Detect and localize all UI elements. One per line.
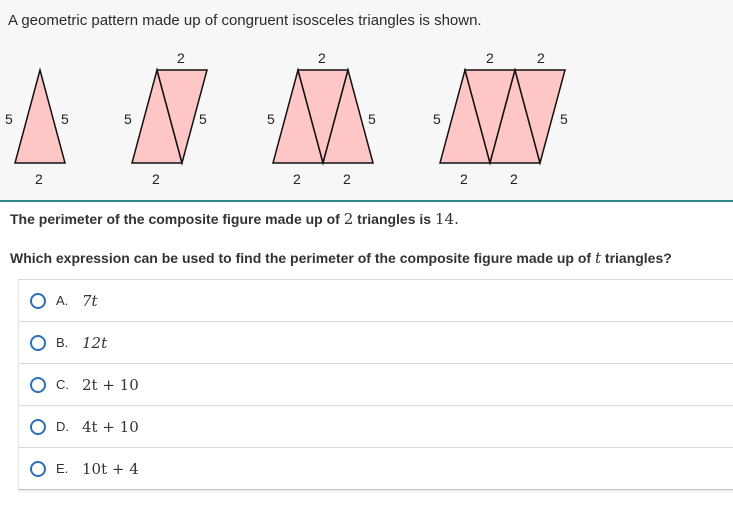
perimeter-value: 14 (434, 210, 455, 228)
prompt-suffix: triangles? (601, 250, 672, 266)
choice-expression: 12t (82, 333, 108, 352)
side-label-right: 5 (199, 111, 207, 127)
choice-letter: D. (56, 419, 69, 434)
choice-expression: 2t + 10 (82, 375, 139, 394)
choice-e[interactable] (18, 448, 733, 490)
side-label-right: 5 (368, 111, 376, 127)
choice-letter: A. (56, 293, 69, 308)
choice-expression: 10t + 4 (82, 459, 139, 478)
variable-t: t (594, 249, 602, 267)
choice-letter: E. (56, 461, 69, 476)
side-label-left: 5 (267, 111, 275, 127)
triangle-count: 2 (343, 210, 354, 228)
figure-4-triangles (433, 50, 568, 187)
statement-middle: triangles is (353, 211, 435, 227)
choice-a[interactable] (18, 280, 733, 322)
choice-b[interactable] (18, 322, 733, 364)
answer-choices (18, 279, 733, 490)
choice-c[interactable] (18, 364, 733, 406)
base-label: 2 (35, 171, 43, 187)
figure-2-triangles (124, 50, 207, 187)
side-label-left: 5 (5, 111, 13, 127)
radio-button-icon[interactable] (30, 335, 46, 351)
top-label-1: 2 (486, 50, 494, 66)
choice-expression: 7t (82, 291, 98, 310)
question-prompt (10, 249, 672, 267)
side-label-right: 5 (61, 111, 69, 127)
radio-button-icon[interactable] (30, 293, 46, 309)
choice-letter: B. (56, 335, 69, 350)
radio-button-icon[interactable] (30, 461, 46, 477)
top-label: 2 (177, 50, 185, 66)
triangle (15, 70, 65, 163)
figure-3-triangles (267, 50, 376, 187)
choice-d[interactable] (18, 406, 733, 448)
triangle-pattern-figure (0, 40, 733, 190)
top-label: 2 (318, 50, 326, 66)
choice-letter: C. (56, 377, 69, 392)
base-label-2: 2 (343, 171, 351, 187)
base-label-1: 2 (460, 171, 468, 187)
side-label-right: 5 (560, 111, 568, 127)
top-label-2: 2 (537, 50, 545, 66)
choice-expression: 4t + 10 (82, 417, 139, 436)
side-label-left: 5 (124, 111, 132, 127)
side-label-left: 5 (433, 111, 441, 127)
statement-suffix: . (454, 210, 459, 228)
figure-1-triangles (5, 70, 69, 187)
stimulus-panel (0, 0, 733, 202)
statement-prefix: The perimeter of the composite figure made up of (10, 211, 344, 227)
base-label-2: 2 (510, 171, 518, 187)
intro-text: A geometric pattern made up of congruent isosceles triangles is shown. (8, 12, 482, 29)
base-label-1: 2 (293, 171, 301, 187)
radio-button-icon[interactable] (30, 377, 46, 393)
radio-button-icon[interactable] (30, 419, 46, 435)
perimeter-statement (10, 210, 459, 228)
prompt-prefix: Which expression can be used to find the perimeter of the composite figure made up of (10, 250, 595, 266)
base-label: 2 (152, 171, 160, 187)
